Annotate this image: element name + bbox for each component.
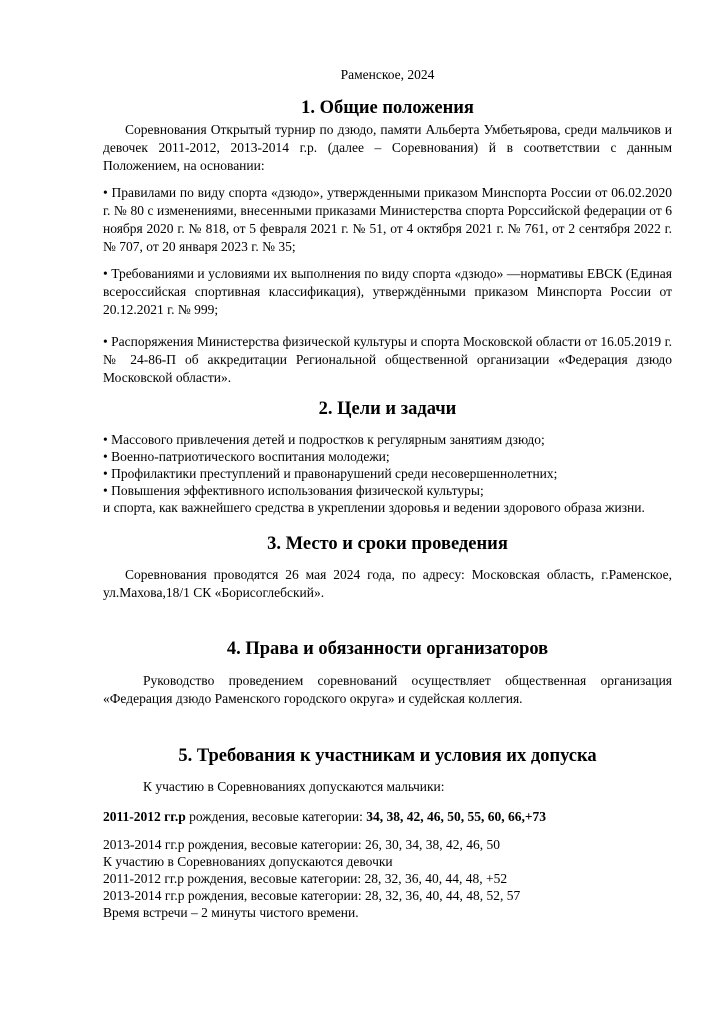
city-year: Раменское, 2024 [340,67,435,82]
section-1-intro: Соревнования Открытый турнир по дзюдо, памяти Альберта Умбетьярова, среди мальчиков и девочек 2011-2012, 2013-2014 г.р. (далее – Соревнования) й в соответствии с данным Положением, на основании: [103,122,672,173]
section-4-title: 4. Права и обязанности организаторов [226,639,549,659]
boys-2011-label: 2011-2012 гг.р [103,809,186,824]
girls-intro: К участию в Соревнованиях допускаются девочки [103,854,393,869]
section-1-item-3: • Распоряжения Министерства физической культуры и спорта Московской области от 16.05.2019 г. № 24-86-П об аккредитации Региональной общественной организации «Федерация дзюдо Московской области». [103,334,672,385]
section-1-item-1: • Правилами по виду спорта «дзюдо», утвержденными приказом Минспорта России от 06.02.2020 г. № 80 с изменениями, внесенными приказами Министерства спорта Рорссийской федерации от 6 ноября 2020 г. № 818, от 5 февраля 2021 г. № 51, от 4 октября 2021 г. № 761, от 2 сентября 2022 г. № 707, от 20 января 2023 г. № 35; [103,185,672,254]
boys-2013-line: 2013-2014 гг.р рождения, весовые категории: 26, 30, 34, 38, 42, 46, 50 [103,837,501,852]
boys-intro: К участию в Соревнованиях допускаются мальчики: [143,779,445,794]
goals-tail: и спорта, как важнейшего средства в укреплении здоровья и ведении здорового образа жизни. [103,500,645,515]
girls-2011-line: 2011-2012 гг.р рождения, весовые категории: 28, 32, 36, 40, 44, 48, +52 [103,871,508,886]
boys-2011-mid: рождения, весовые категории: [185,809,367,824]
goal-item: • Военно-патриотического воспитания молодежи; [103,449,390,464]
section-3-title: 3. Место и сроки проведения [267,534,508,554]
section-1-item-2: • Требованиями и условиями их выполнения по виду спорта «дзюдо» —нормативы ЕВСК (Единая всероссийская спортивная классификация), утверждёнными приказом Минспорта России от 20.12.2021 г. № 999; [103,266,672,317]
section-5-title: 5. Требования к участникам и условия их допуска [178,746,597,766]
goal-item: • Массового привлечения детей и подростков к регулярным занятиям дзюдо; [103,432,545,447]
section-2-title: 2. Цели и задачи [318,399,457,419]
section-4-text: Руководство проведением соревнований осуществляет общественная организация «Федерация дзюдо Раменского городского округа» и судейская коллегия. [103,673,672,706]
goal-item: • Профилактики преступлений и правонарушений среди несовершеннолетних; [103,466,558,481]
girls-2013-line: 2013-2014 гг.р рождения, весовые категории: 28, 32, 36, 40, 44, 48, 52, 57 [103,888,521,903]
section-1-title: 1. Общие положения [301,98,474,118]
boys-2011-line [103,808,672,826]
match-time: Время встречи – 2 минуты чистого времени. [103,905,359,920]
section-3-text: Соревнования проводятся 26 мая 2024 года, по адресу: Московская область, г.Раменское, ул.Махова,18/1 СК «Борисоглебский». [103,567,672,600]
boys-2011-weights: 34, 38, 42, 46, 50, 55, 60, 66,+73 [366,809,547,824]
goal-item: • Повышения эффективного использования физической культуры; [103,483,484,498]
